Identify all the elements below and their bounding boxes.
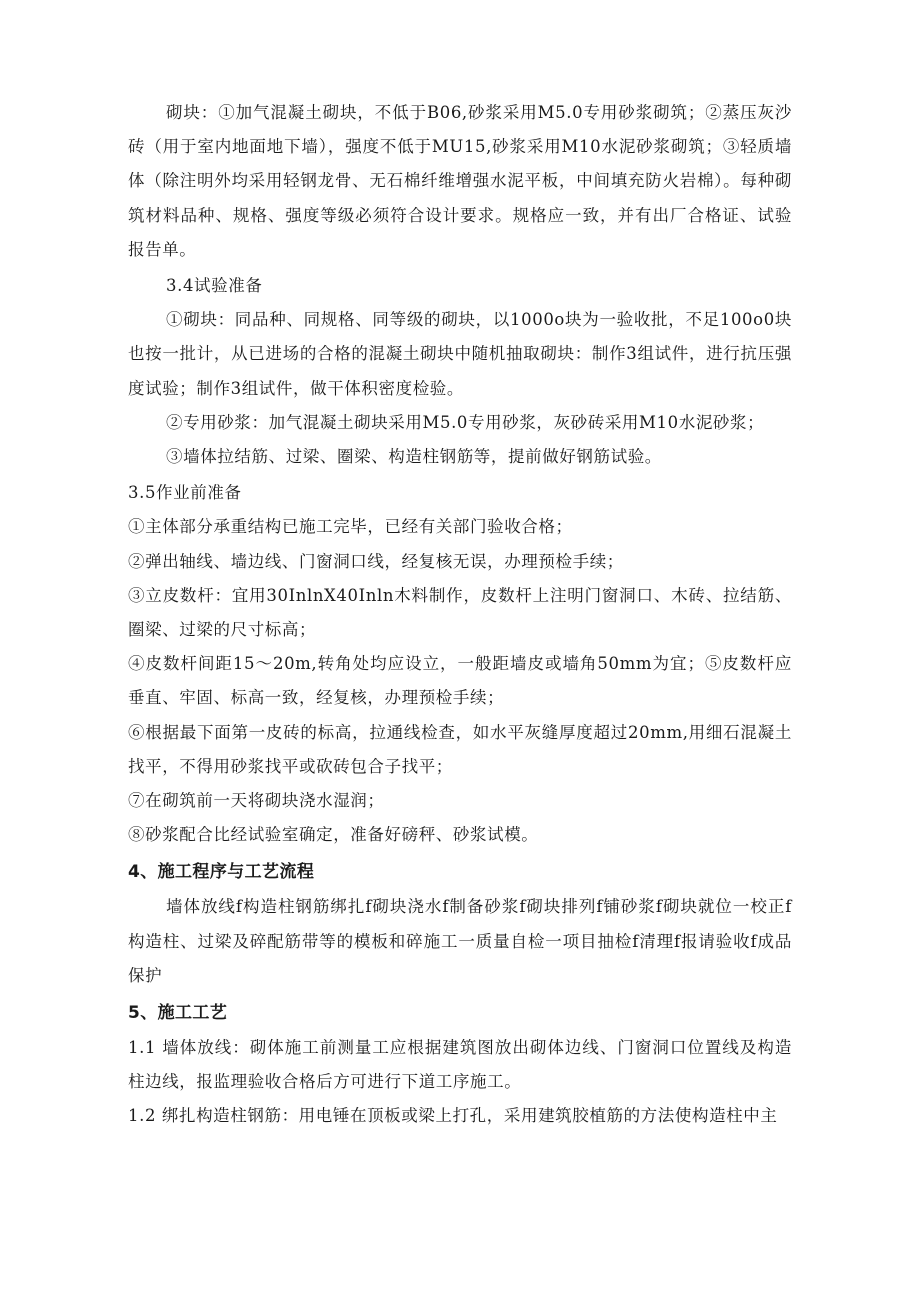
paragraph-3-4-item-2: ②专用砂浆：加气混凝土砌块采用M5.0专用砂浆，灰砂砖采用M10水泥砂浆； bbox=[166, 412, 765, 432]
section-heading-5: 5、施工工艺 bbox=[128, 1003, 228, 1024]
paragraph-3-4-item-1: ①砌块：同品种、同规格、同等级的砌块，以1000o块为一验收批，不足100o0块也按一批计，从已进场的合格的混凝土砌块中随机抽取砌块：制作3组试件，进行抗压强度试验；制作3组试件，做干体积密度检验。 bbox=[128, 310, 792, 398]
section-heading-4: 4、施工程序与工艺流程 bbox=[128, 862, 315, 883]
paragraph-3-5-item-1: ①主体部分承重结构已施工完毕，已经有关部门验收合格； bbox=[128, 517, 573, 537]
paragraph-5-1-wall-layout: 1.1 墙体放线：砌体施工前测量工应根据建筑图放出砌体边线、门窗洞口位置线及构造柱边线，报监理验收合格后方可进行下道工序施工。 bbox=[128, 1038, 792, 1092]
section-heading-3-4: 3.4试验准备 bbox=[166, 276, 263, 296]
section-heading-3-5: 3.5作业前准备 bbox=[128, 483, 242, 503]
paragraph-3-4-item-3: ③墙体拉结筋、过梁、圈梁、构造柱钢筋等，提前做好钢筋试验。 bbox=[166, 447, 662, 467]
paragraph-3-5-item-3: ③立皮数杆：宜用30InlnX40Inln木料制作，皮数杆上注明门窗洞口、木砖、拉结筋、圈梁、过梁的尺寸标高； bbox=[128, 585, 792, 640]
paragraph-block-materials: 砌块：①加气混凝土砌块，不低于B06,砂浆采用M5.0专用砂浆砌筑；②蒸压灰沙砖（用于室内地面地下墙），强度不低于MU15,砂浆采用M10水泥砂浆砌筑；③轻质墙体（除注明外均采用轻钢龙骨、无石棉纤维增强水泥平板，中间填充防火岩棉）。每种砌筑材料品种、规格、强度等级必须符合设计要求。规格应一致，并有出厂合格证、试验报告单。 bbox=[128, 103, 792, 259]
paragraph-3-5-item-4: ④皮数杆间距15～20m,转角处均应设立，一般距墙皮或墙角50mm为宜；⑤皮数杆应垂直、牢固、标高一致，经复核，办理预检手续； bbox=[128, 654, 792, 708]
paragraph-3-5-item-2: ②弹出轴线、墙边线、门窗洞口线，经复核无误，办理预检手续； bbox=[128, 551, 624, 571]
paragraph-5-2-rebar: 1.2 绑扎构造柱钢筋：用电锤在顶板或梁上打孔，采用建筑胶植筋的方法使构造柱中主 bbox=[128, 1106, 778, 1126]
paragraph-3-5-item-6: ⑥根据最下面第一皮砖的标高，拉通线检查，如水平灰缝厚度超过20mm,用细石混凝土找平，不得用砂浆找平或砍砖包合子找平； bbox=[128, 722, 792, 776]
document-page bbox=[128, 96, 792, 1134]
paragraph-3-5-item-7: ⑦在砌筑前一天将砌块浇水湿润； bbox=[128, 791, 385, 811]
paragraph-3-5-item-8: ⑧砂浆配合比经试验室确定，准备好磅秤、砂浆试模。 bbox=[128, 825, 539, 845]
paragraph-process-flow: 墙体放线f构造柱钢筋绑扎f砌块浇水f制备砂浆f砌块排列f铺砂浆f砌块就位一校正f构造柱、过梁及碎配筋带等的模板和碎施工一质量自检一项目抽检f清理f报请验收f成品保护 bbox=[128, 897, 792, 985]
